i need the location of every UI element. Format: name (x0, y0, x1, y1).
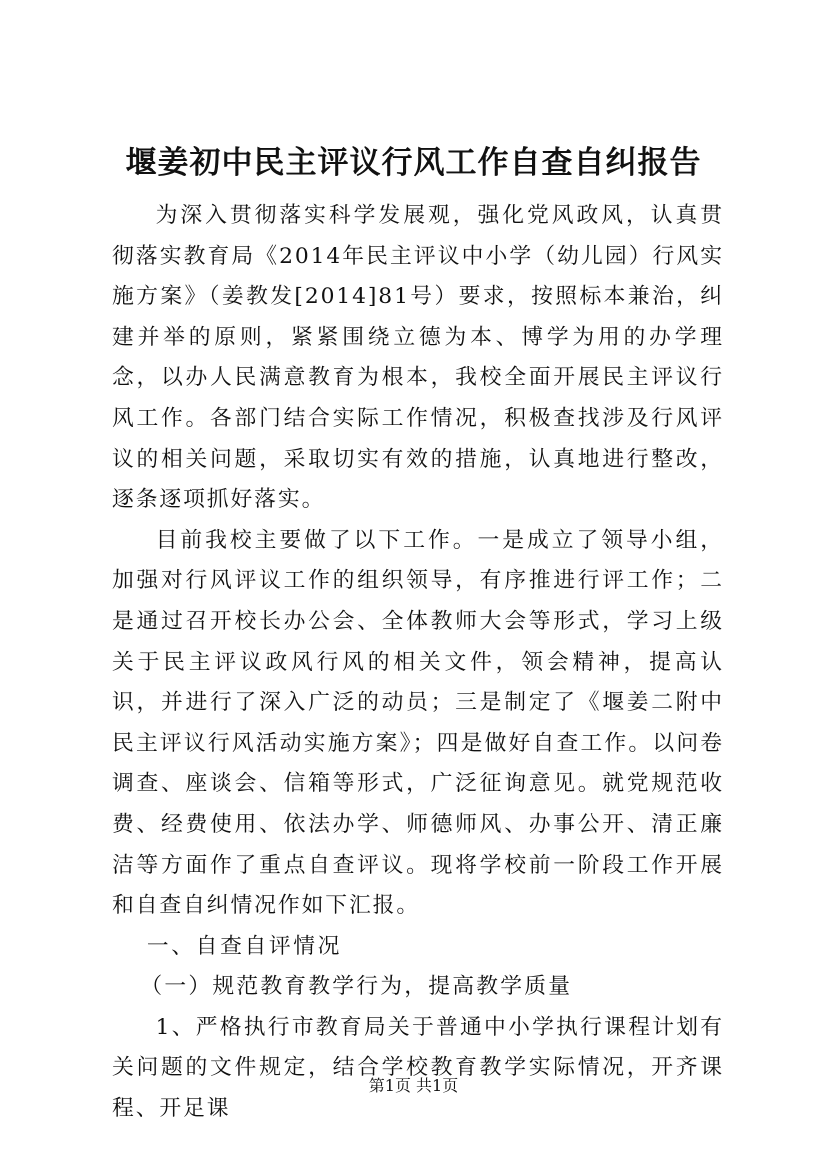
paragraph-intro: 为深入贯彻落实科学发展观，强化党风政风，认真贯彻落实教育局《2014年民主评议中小学（幼儿园）行风实施方案》（姜教发[2014]81号）要求，按照标本兼治，纠建并举的原则，紧紧围绕立德为本、博学为用的办学理念，以办人民满意教育为根本，我校全面开展民主评议行风工作。各部门结合实际工作情况，积极查找涉及行风评议的相关问题，采取切实有效的措施，认真地进行整改，逐条逐项抓好落实。 (112, 203, 724, 513)
document-title: 堰姜初中民主评议行风工作自查自纠报告 (125, 145, 702, 181)
subsection-heading: （一）规范教育教学行为，提高教学质量 (140, 974, 573, 1000)
paragraph-work-summary: 目前我校主要做了以下工作。一是成立了领导小组，加强对行风评议工作的组织领导，有序推进行评工作；二是通过召开校长办公会、全体教师大会等形式，学习上级关于民主评议政风行风的相关文件，领会精神，提高认识，并进行了深入广泛的动员；三是制定了《堰姜二附中民主评议行风活动实施方案》；四是做好自查工作。以问卷调查、座谈会、信箱等形式，广泛征询意见。就党规范收费、经费使用、依法办学、师德师风、办事公开、清正廉洁等方面作了重点自查评议。现将学校前一阶段工作开展和自查自纠情况作如下汇报。 (112, 527, 724, 919)
page-number-footer: 第1页 共1页 (368, 1076, 459, 1095)
document-body (112, 196, 724, 1130)
section-heading: 一、自查自评情况 (146, 933, 343, 959)
list-item: 1、严格执行市教育局关于普通中小学执行课程计划有关问题的文件规定，结合学校教育教学实际情况，开齐课程、开足课 (112, 1014, 724, 1122)
